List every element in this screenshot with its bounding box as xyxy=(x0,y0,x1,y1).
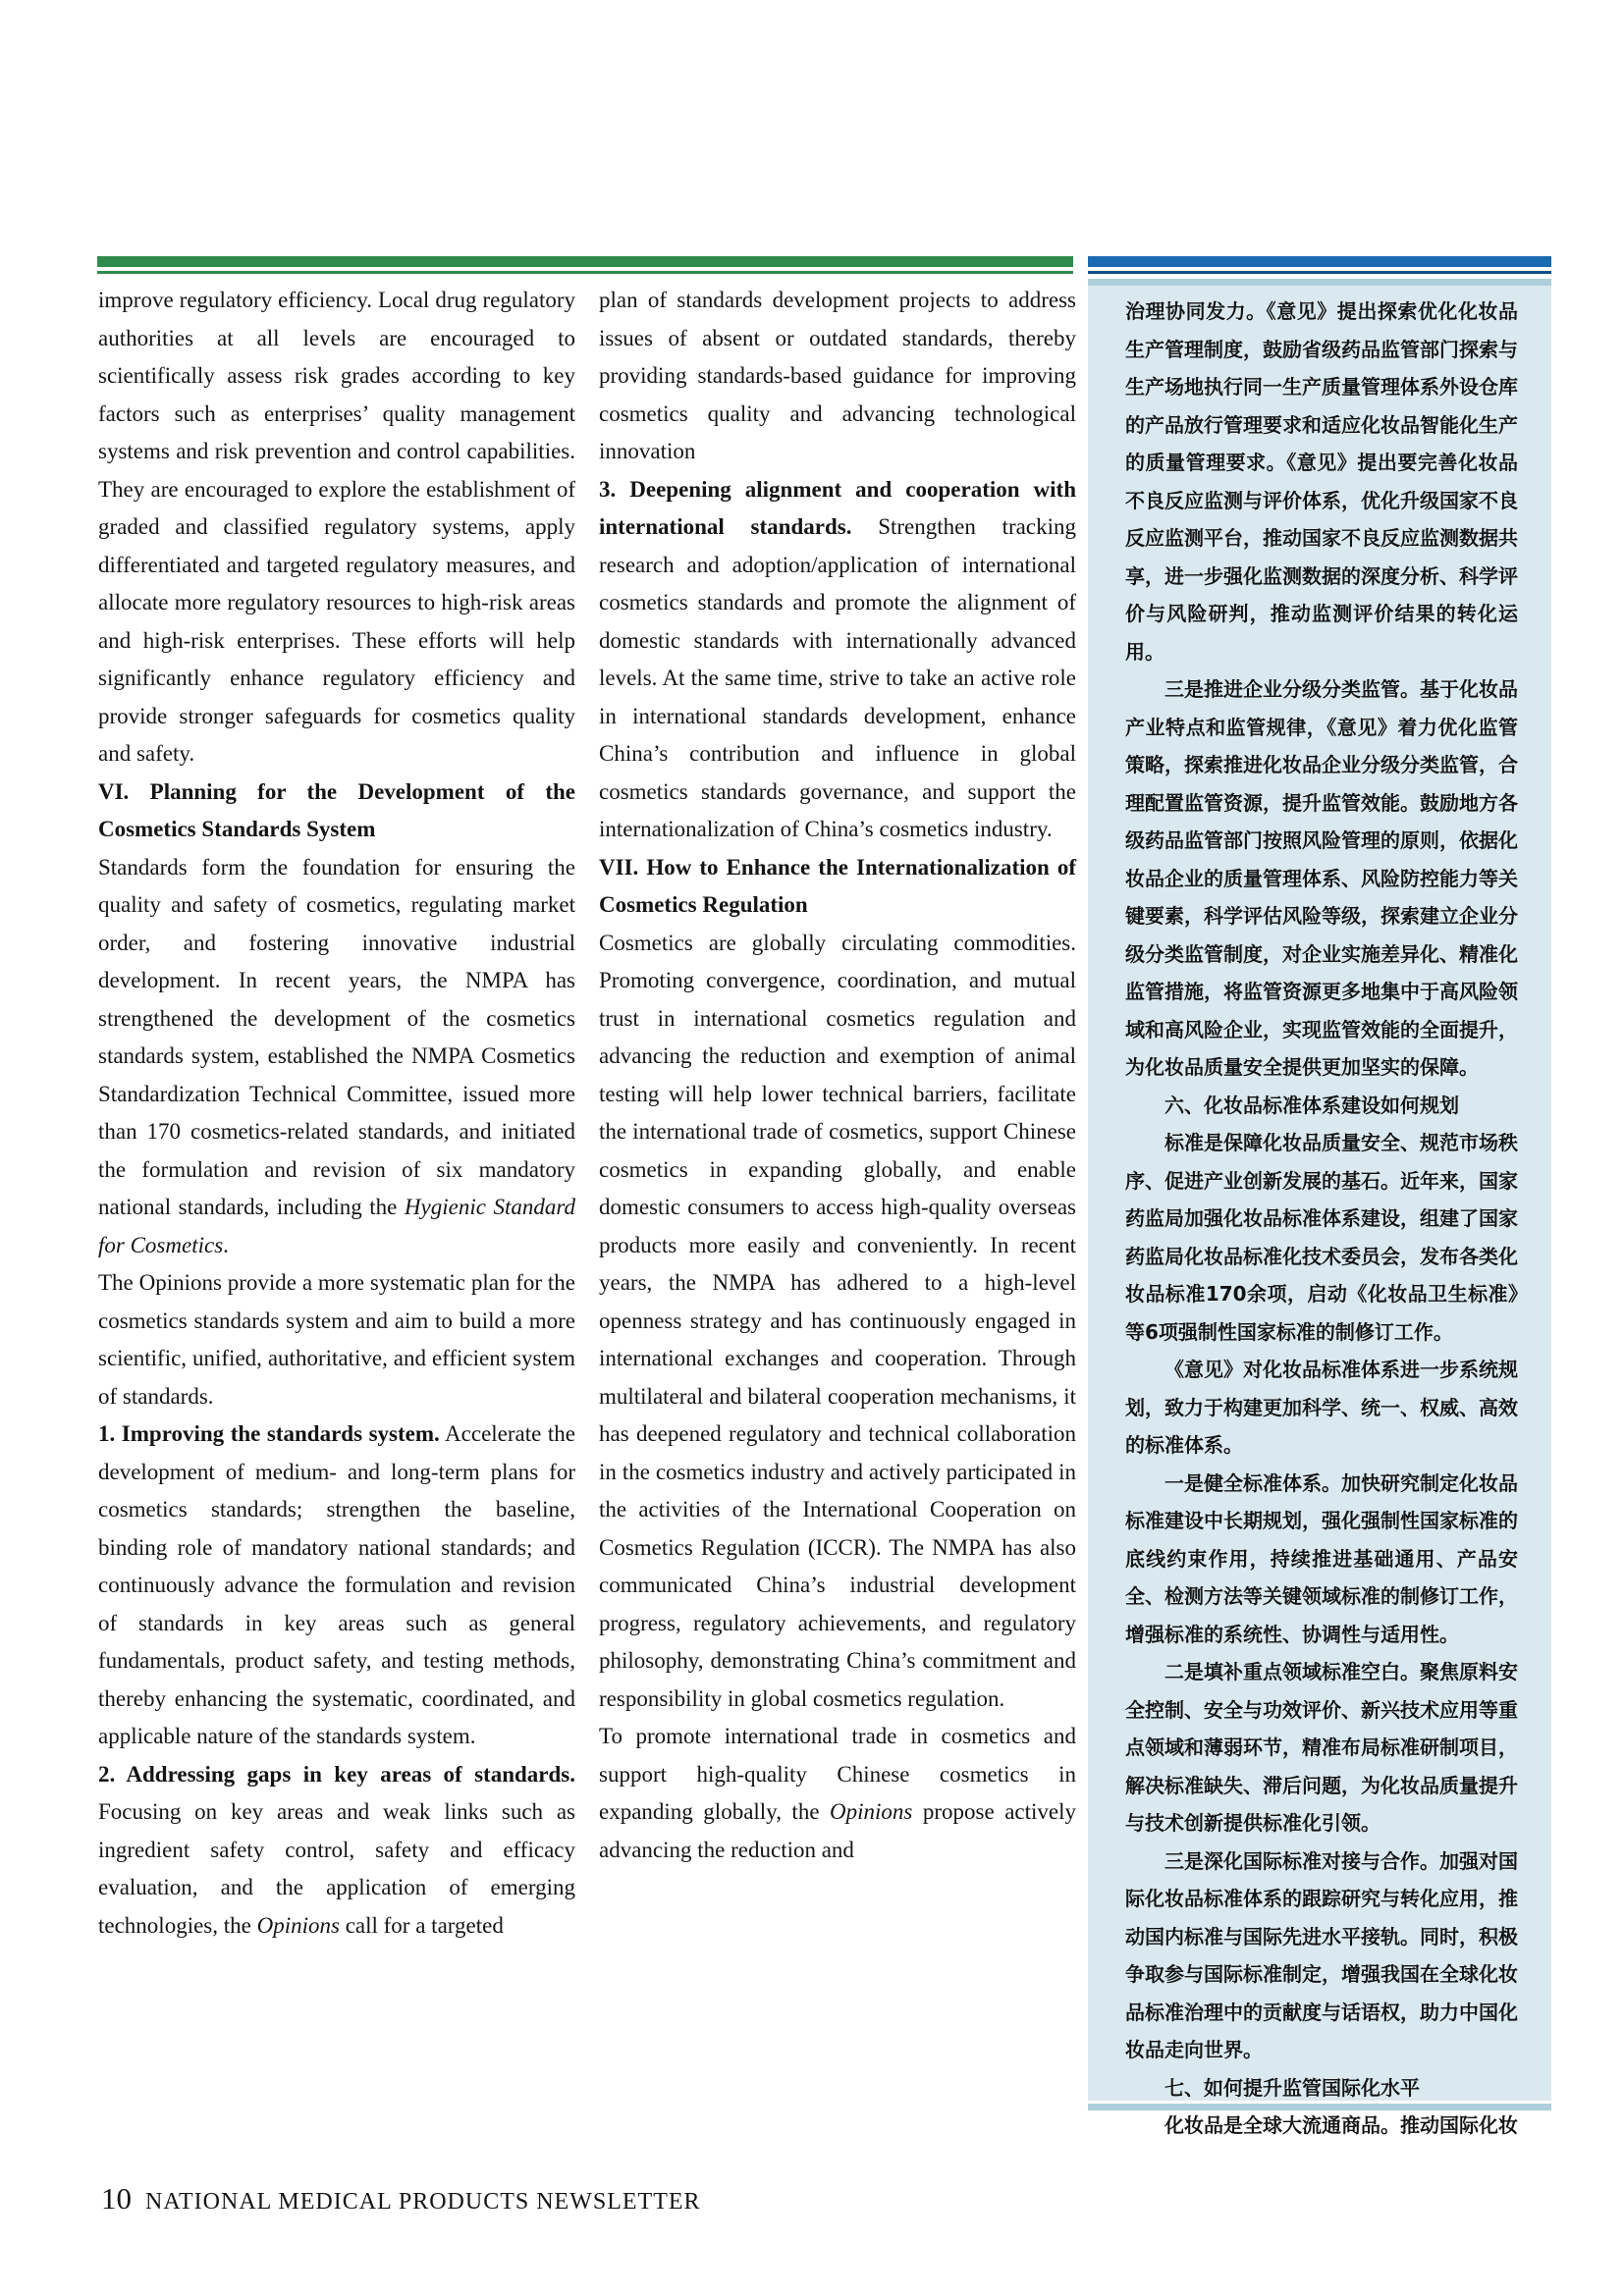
paragraph: 《意见》对化妆品标准体系进一步系统规划，致力于构建更加科学、统一、权威、高效的标准体系。 xyxy=(1125,1358,1518,1457)
section-heading: 七、如何提升监管国际化水平 xyxy=(1164,2075,1420,2100)
paragraph: improve regulatory efficiency. Local drug regulatory authorities at all levels are encouraged to scientifically assess risk grades according to key factors such as enterprises’ quality management systems and risk prevention and control capabilities. They are encouraged to explore the establishment of graded and classified regulatory systems, apply differentiated and targeted regulatory measures, and allocate more regulatory resources to high-risk areas and high-risk enterprises. These efforts will help significantly enhance regulatory efficiency and provide stronger safeguards for cosmetics quality and safety. xyxy=(98,288,575,766)
green-header-rule xyxy=(97,271,1073,274)
paragraph: plan of standards development projects to address issues of absent or outdated standards, thereby providing standards-based guidance for improving cosmetics quality and advancing technological innovation xyxy=(599,288,1076,463)
chinese-text-panel xyxy=(1088,286,1551,2137)
paragraph: Cosmetics are globally circulating commodities. Promoting convergence, coordination, and mutual trust in international cosmetics regulation and advancing the reduction and exemption of animal testing will help lower technical barriers, facilitate the international trade of cosmetics, support Chinese cosmetics in expanding globally, and enable domestic consumers to access high-quality overseas products more easily and conveniently. In recent years, the NMPA has adhered to a high-level openness strategy and has continuously engaged in international exchanges and cooperation. Through multilateral and bilateral cooperation mechanisms, it has deepened regulatory and technical collaboration in the cosmetics industry and actively participated in the activities of the International Cooperation on Cosmetics Regulation (ICCR). The NMPA has also communicated China’s industrial development progress, regulatory achievements, and regulatory philosophy, demonstrating China’s commitment and responsibility in global cosmetics regulation. xyxy=(599,930,1076,1711)
footer-page-number: 10 xyxy=(101,2181,132,2216)
paragraph: 治理协同发力。《意见》提出探索优化化妆品生产管理制度，鼓励省级药品监管部门探索与生产场地执行同一生产质量管理体系外设仓库的产品放行管理要求和适应化妆品智能化生产的质量管理要求。《意见》提出要完善化妆品不良反应监测与评价体系，优化升级国家不良反应监测平台，推动国家不良反应监测数据共享，进一步强化监测数据的深度分析、科学评价与风险研判，推动监测评价结果的转化运用。 xyxy=(1125,299,1518,664)
english-column-middle xyxy=(599,282,1076,1869)
panel-top-edge xyxy=(1088,279,1551,286)
footer-newsletter-title: NATIONAL MEDICAL PRODUCTS NEWSLETTER xyxy=(145,2189,701,2215)
paragraph: Standards form the foundation for ensuring the quality and safety of cosmetics, regulating market order, and fostering innovative industrial development. In recent years, the NMPA has strengthened the development of the cosmetics standards system, established the NMPA Cosmetics Standardization Technical Committee, issued more than 170 cosmetics-related standards, and initiated the formulation and revision of six mandatory national standards, including the Hygienic Standard for Cosmetics. xyxy=(98,854,575,1257)
panel-bottom-edge xyxy=(1088,2104,1551,2110)
paragraph: 3. Deepening alignment and cooperation with international standards. Strengthen tracking research and adoption/application of international cosmetics standards and promote the alignment of domestic standards with internationally advanced levels. At the same time, strive to take an active role in international standards development, enhance China’s contribution and influence in global cosmetics standards governance, and support the internationalization of China’s cosmetics industry. xyxy=(599,476,1076,841)
paragraph: The Opinions provide a more systematic plan for the cosmetics standards system and aim to build a more scientific, unified, authoritative, and efficient system of standards. xyxy=(98,1270,575,1409)
green-header-bar xyxy=(97,256,1073,267)
paragraph: 二是填补重点领域标准空白。聚焦原料安全控制、安全与功效评价、新兴技术应用等重点领域和薄弱环节，精准布局标准研制项目，解决标准缺失、滞后问题，为化妆品质量提升与技术创新提供标准化引领。 xyxy=(1125,1660,1518,1835)
paragraph: 一是健全标准体系。加快研究制定化妆品标准建设中长期规划，强化强制性国家标准的底线约束作用，持续推进基础通用、产品安全、检测方法等关键领域标准的制修订工作，增强标准的系统性、协调性与适用性。 xyxy=(1125,1470,1518,1646)
section-heading: 六、化妆品标准体系建设如何规划 xyxy=(1164,1093,1459,1117)
paragraph: 三是推进企业分级分类监管。基于化妆品产业特点和监管规律，《意见》着力优化监管策略，探索推进化妆品企业分级分类监管，合理配置监管资源，提升监管效能。鼓励地方各级药品监管部门按照风险管理的原则，依据化妆品企业的质量管理体系、风险防控能力等关键要素，科学评估风险等级，探索建立企业分级分类监管制度，对企业实施差异化、精准化监管措施，将监管资源更多地集中于高风险领域和高风险企业，实现监管效能的全面提升，为化妆品质量安全提供更加坚实的保障。 xyxy=(1125,677,1518,1079)
paragraph: 2. Addressing gaps in key areas of standards. Focusing on key areas and weak links such as ingredient safety control, safety and efficacy evaluation, and the application of emerging technologies, the Opinions call for a targeted xyxy=(98,1761,575,1938)
footer xyxy=(101,2181,701,2216)
paragraph: To promote international trade in cosmetics and support high-quality Chinese cosmetics in expanding globally, the Opinions propose actively advancing the reduction and xyxy=(599,1724,1076,1862)
paragraph: 化妆品是全球大流通商品。推动国际化妆 xyxy=(1164,2113,1518,2137)
blue-header-rule xyxy=(1088,271,1551,274)
paragraph: 1. Improving the standards system. Accelerate the development of medium- and long-term plans for cosmetics standards; strengthen the baseline, binding role of mandatory national standards; and continuously advance the formulation and revision of standards in key areas such as general fundamentals, product safety, and testing methods, thereby enhancing the systematic, coordinated, and applicable nature of the standards system. xyxy=(98,1421,575,1748)
section-heading: VI. Planning for the Development of the Cosmetics Standards System xyxy=(98,778,575,841)
paragraph: 标准是保障化妆品质量安全、规范市场秩序、促进产业创新发展的基石。近年来，国家药监局加强化妆品标准体系建设，组建了国家药监局化妆品标准化技术委员会，发布各类化妆品标准170余项，启动《化妆品卫生标准》等6项强制性国家标准的制修订工作。 xyxy=(1125,1131,1518,1344)
english-column-left xyxy=(98,282,575,1945)
blue-header-bar xyxy=(1088,256,1551,267)
section-heading: VII. How to Enhance the Internationalization of Cosmetics Regulation xyxy=(599,854,1076,917)
paragraph: 三是深化国际标准对接与合作。加强对国际化妆品标准体系的跟踪研究与转化应用，推动国内标准与国际先进水平接轨。同时，积极争取参与国际标准制定，增强我国在全球化妆品标准治理中的贡献度与话语权，助力中国化妆品走向世界。 xyxy=(1125,1848,1518,2061)
chinese-column xyxy=(1125,293,1518,2145)
